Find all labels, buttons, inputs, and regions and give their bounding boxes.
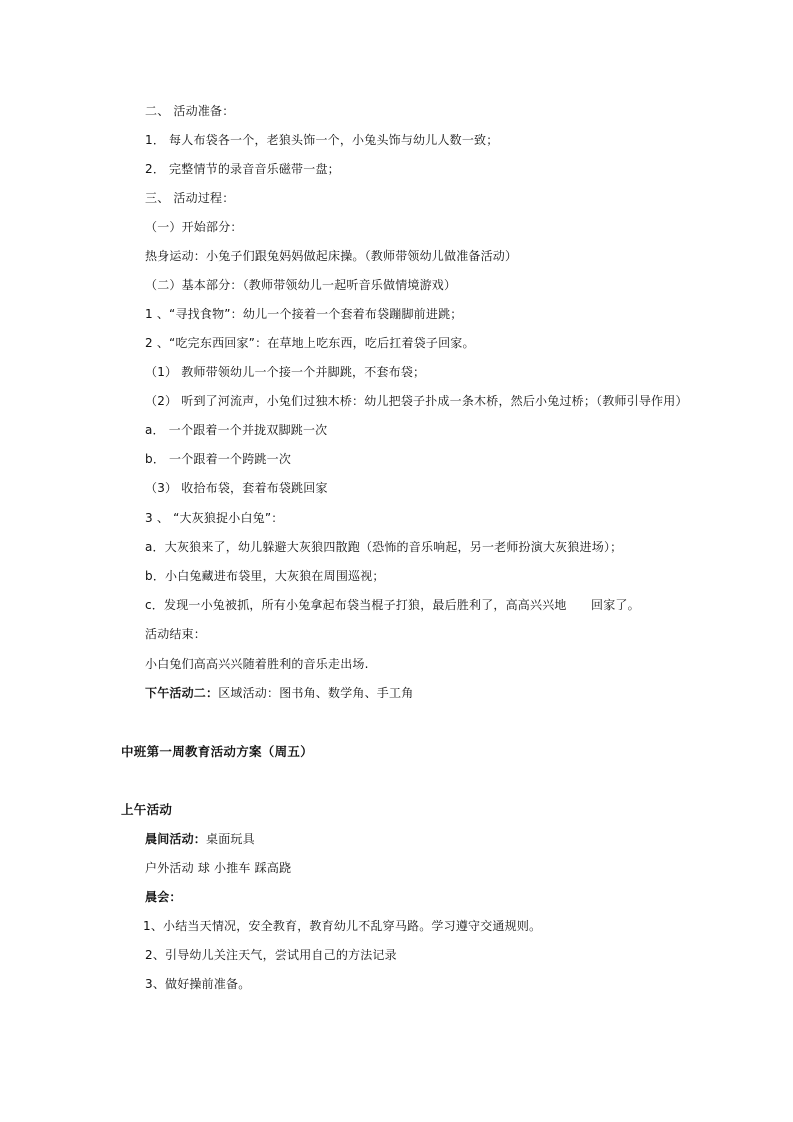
afternoon-activity — [145, 685, 413, 701]
step-2-3: （3） 收拾布袋，套着布袋跳回家 — [145, 481, 328, 495]
morning-activity-label: 晨间活动： — [145, 832, 207, 846]
afternoon-label: 下午活动二： — [145, 686, 219, 700]
morning-activity-text: 桌面玩具 — [206, 832, 255, 846]
process-heading: 三、 活动过程： — [145, 191, 235, 205]
outdoor-activity: 户外活动 球 小推车 踩高跷 — [145, 861, 292, 875]
end-text: 小白兔们高高兴兴随着胜利的音乐走出场. — [145, 657, 369, 671]
part1-title: （一）开始部分： — [145, 220, 243, 234]
end-title: 活动结束： — [145, 627, 207, 641]
step-2: 2 、“吃完东西回家”：在草地上吃东西，吃后扛着袋子回家。 — [145, 336, 475, 350]
step-2-2: （2） 听到了河流声，小兔们过独木桥：幼儿把袋子扑成一条木桥，然后小兔过桥；（教师引导作用） — [145, 394, 688, 408]
morning-heading: 上午活动 — [121, 802, 173, 817]
plan-title: 中班第一周教育活动方案（周五） — [121, 744, 314, 759]
prep-item-2: 2． 完整情节的录音音乐磁带一盘； — [145, 162, 340, 176]
part1-text: 热身运动：小兔子们跟兔妈妈做起床操。（教师带领幼儿做准备活动） — [145, 249, 518, 263]
prep-item-1: 1． 每人布袋各一个，老狼头饰一个，小兔头饰与幼儿人数一致； — [145, 133, 499, 147]
afternoon-text: 区域活动：图书角、数学角、手工角 — [218, 686, 414, 700]
step-2-b: b． 一个跟着一个跨跳一次 — [145, 452, 292, 466]
step-1: 1 、“寻找食物”：幼儿一个接着一个套着布袋蹦脚前进跳； — [145, 307, 463, 321]
step-3: 3 、 “大灰狼捉小白兔”： — [145, 511, 284, 525]
step-3-a: a．大灰狼来了，幼儿躲避大灰狼四散跑（恐怖的音乐响起，另一老师扮演大灰狼进场）； — [145, 540, 623, 554]
step-3-c: c．发现一小兔被抓，所有小兔拿起布袋当棍子打狼，最后胜利了，高高兴兴地 回家了。 — [145, 598, 640, 612]
morning-activity — [145, 831, 255, 847]
meeting-item-1: 1、小结当天情况，安全教育，教育幼儿不乱穿马路。学习遵守交通规则。 — [143, 919, 542, 933]
step-2-1: （1） 教师带领幼儿一个接一个并脚跳，不套布袋； — [145, 365, 426, 379]
step-3-b: b．小白兔藏进布袋里，大灰狼在周围巡视； — [145, 569, 385, 583]
step-2-a: a． 一个跟着一个并拢双脚跳一次 — [145, 423, 328, 437]
meeting-item-2: 2、引导幼儿关注天气，尝试用自己的方法记录 — [145, 948, 397, 962]
meeting-label: 晨会： — [145, 890, 182, 904]
part2-title: （二）基本部分：（教师带领幼儿一起听音乐做情境游戏） — [145, 278, 457, 292]
meeting-item-3: 3、做好操前准备。 — [145, 977, 251, 991]
prep-heading: 二、 活动准备： — [145, 104, 235, 118]
